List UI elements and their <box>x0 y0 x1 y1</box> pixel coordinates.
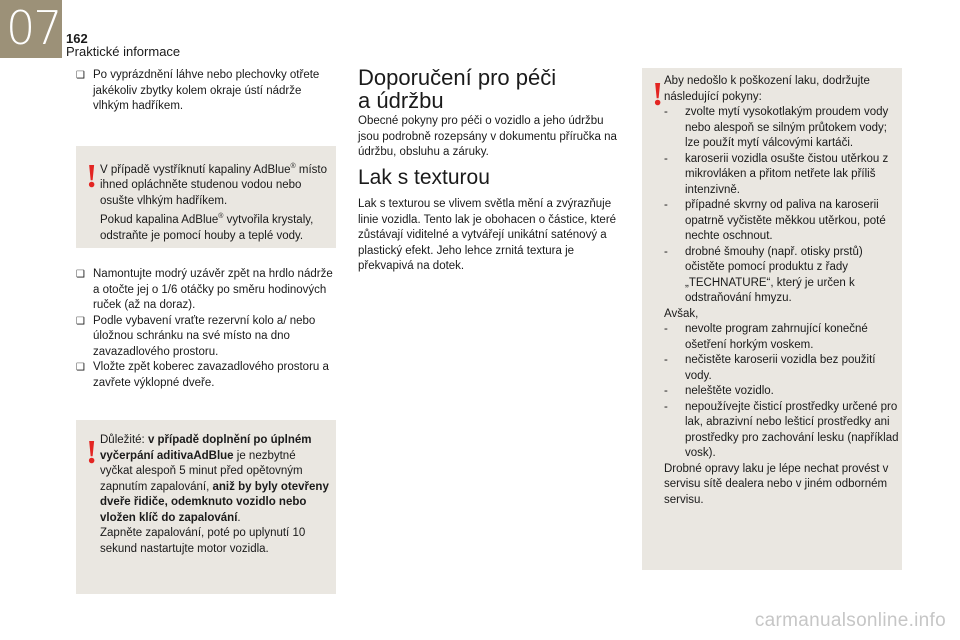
chapter-number: 07 <box>6 1 61 55</box>
chapter-tab <box>0 0 62 58</box>
checkbox-bullet-icon: ❑ <box>76 70 85 81</box>
list-item: - karoserii vozidla osušte čistou utěrkou z mikrovláken a přitom netřete lak příliš intenzivně. <box>664 152 889 196</box>
heading-care-maintenance: Doporučení pro péči a údržbu <box>358 65 557 113</box>
warning-text: V případě vystříknutí kapaliny AdBlue® místo ihned opláchněte studenou vodou nebo osušte vlhkým hadříkem. Pokud kapalina AdBlue® vytvořila krystaly, odstraňte je pomocí houby a teplé vody. <box>100 163 327 242</box>
section-title: Praktické informace <box>66 44 181 59</box>
intro-paragraph: Obecné pokyny pro péči o vozidlo a jeho údržbu jsou podrobně rozepsány v dokumentu příručka na údržbu, obsluhu a záruky. <box>358 115 617 158</box>
list-item: - nečistěte karoserii vozidla bez použití vody. <box>664 354 876 382</box>
textured-paint-paragraph: Lak s texturou se vlivem světla mění a zvýrazňuje linie vozidla. Tento lak je obohacen o částice, které zůstávají viditelné a vytvářejí unikátní saténový a plastický efekt. Jeho lehce zrnitá textura je překvapivá na dotek. <box>358 198 617 272</box>
list-item: - zvolte mytí vysokotlakým proudem vody nebo alespoň se silným průtokem vody; lze použít mytí válcovými kartáči. <box>664 106 889 149</box>
warning-box-adblue-spill <box>76 146 336 248</box>
list-item: - neleštěte vozidlo. <box>664 385 774 397</box>
watermark: carmanualsonline.info <box>754 610 946 631</box>
warning-text: Důležité: v případě doplnění po úplném vyčerpání aditivaAdBlue je nezbytné vyčkat alespoň 5 minut před opětovným zapnutím zapalování, aniž by byly otevřeny dveře řidiče, odemknuto vozidlo nebo vložen klíč do zapalování. Zapněte zapalování, poté po uplynutí 10 sekund nastartujte motor vozidla. <box>100 434 329 555</box>
list-item: ❑ Po vyprázdnění láhve nebo plechovky otřete jakékoliv zbytky kolem okraje ústí nádrže vlhkým hadříkem. <box>76 69 320 112</box>
checkbox-bullet-icon: ❑ <box>76 269 85 280</box>
list-item: ❑ Vložte zpět koberec zavazadlového prostoru a zavřete výklopné dveře. <box>76 361 329 389</box>
list-item: - nevolte program zahrnující konečné ošetření horkým voskem. <box>664 323 868 351</box>
page-number: 162 <box>66 31 88 46</box>
checkbox-bullet-icon: ❑ <box>76 315 85 327</box>
warning-text: Aby nedošlo k poškození laku, dodržujte následující pokyny: - zvolte mytí vysokotlakým proudem vody nebo alespoň se silným průtokem vody; lze použít mytí válcovými kartáči. - karoserii vozidla osušte čistou utěrkou z mikrovláken a přitom netřete lak příliš intenzivně. - případné skvrny od paliva na karoserii opatrně vyčistěte měkkou utěrkou, poté nechte oschnout. - drobné šmouhy (např. otisky prstů) očistěte pomocí produktu z řady „TECHNATURE“, který je určen k odstraňování hmyzu. Avšak, - nevolte program zahrnující konečné ošetření horkým voskem. - nečistěte karoserii vozidla bez použití vody. - neleštěte vozidlo. - nepoužívejte čisticí prostředky určené pro lak, abrazivní nebo lešticí prostředky ani prostředky pro zachování lesku (například vosk). Drobné opravy laku je lépe nechat provést v servisu sítě dealera nebo v jiném odborném servisu. <box>664 75 899 506</box>
bullet-list-mid <box>76 267 334 391</box>
exclamation-warning-icon: ! <box>86 158 98 195</box>
exclamation-warning-icon: ! <box>652 76 664 113</box>
list-item: - případné skvrny od paliva na karoserii opatrně vyčistěte měkkou utěrkou, poté nechte oschnout. <box>664 199 886 242</box>
checkbox-bullet-icon: ❑ <box>76 362 85 373</box>
list-item: ❑ Podle vybavení vraťte rezervní kolo a/ nebo úložnou schránku na své místo na dno zavazadlového prostoru. <box>76 314 316 358</box>
list-item: - drobné šmouhy (např. otisky prstů) očistěte pomocí produktu z řady „TECHNATURE“, který je určen k odstraňování hmyzu. <box>664 245 863 304</box>
bullet-list-top <box>76 68 334 115</box>
exclamation-warning-icon: ! <box>86 434 98 471</box>
list-item: ❑ Namontujte modrý uzávěr zpět na hrdlo nádrže a otočte jej o 1/6 otáčky po směru hodinových ruček (až na doraz). <box>76 268 333 311</box>
warning-box-paint-care <box>642 68 902 570</box>
warning-box-refill <box>76 420 336 594</box>
heading-textured-paint: Lak s texturou <box>358 166 490 189</box>
list-item: - nepoužívejte čisticí prostředky určené pro lak, abrazivní nebo lešticí prostředky ani prostředky pro zachování lesku (například vosk). <box>664 400 899 459</box>
